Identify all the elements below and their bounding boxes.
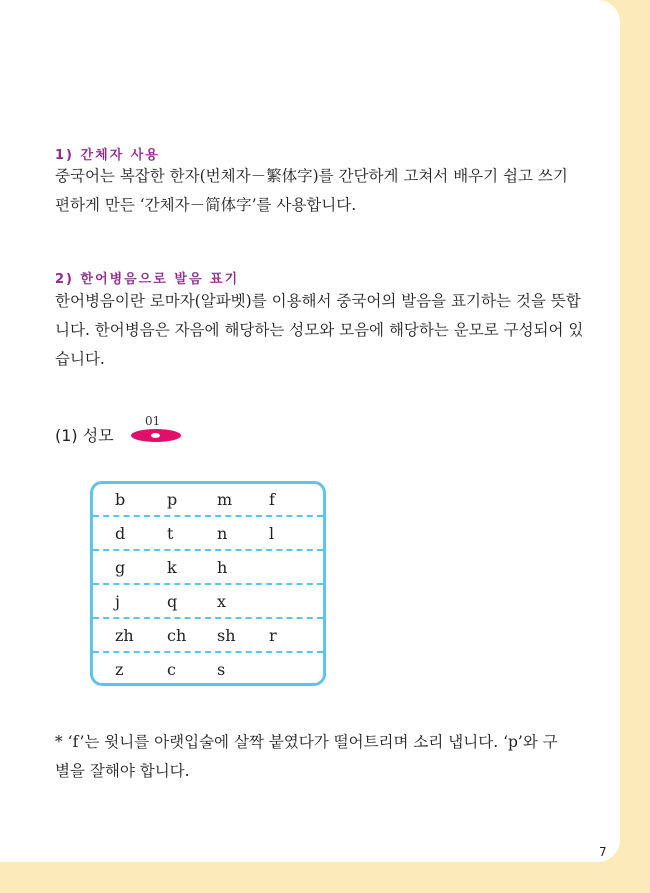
cd-hole xyxy=(151,433,160,438)
table-cell: p xyxy=(167,490,178,509)
table-cell: h xyxy=(217,558,228,577)
table-row xyxy=(93,654,323,688)
table-cell: l xyxy=(269,524,275,543)
table-cell: ch xyxy=(167,626,187,645)
note-line: 별을 잘해야 합니다. xyxy=(55,762,190,780)
row-divider xyxy=(93,515,323,517)
table-cell: z xyxy=(115,660,124,679)
table-row xyxy=(93,518,323,552)
paragraph-line: 중국어는 복잡한 한자(번체자－繁体字)를 간단하게 고쳐서 배우기 쉽고 쓰기 xyxy=(55,167,568,185)
table-row xyxy=(93,484,323,518)
table-cell: x xyxy=(217,592,227,611)
page-number: 7 xyxy=(599,845,607,859)
note-line: * ‘f’는 윗니를 아랫입술에 살짝 붙였다가 떨어트리며 소리 냅니다. ‘p’와 구 xyxy=(55,733,558,751)
row-divider xyxy=(93,583,323,585)
paragraph-line: 한어병음이란 로마자(알파벳)를 이용해서 중국어의 발음을 표기하는 것을 뜻합 xyxy=(55,292,581,310)
track-number: 01 xyxy=(145,414,161,428)
table-cell: t xyxy=(167,524,174,543)
table-cell: b xyxy=(115,490,126,509)
table-cell: r xyxy=(269,626,277,645)
paragraph-line: 편하게 만든 ‘간체자－简体字’를 사용합니다. xyxy=(55,196,357,214)
table-cell: s xyxy=(217,660,226,679)
section-heading-simplified-characters: 1) 간체자 사용 xyxy=(55,148,160,163)
table-cell: c xyxy=(167,660,176,679)
table-cell: d xyxy=(115,524,126,543)
row-divider xyxy=(93,617,323,619)
row-divider xyxy=(93,549,323,551)
paragraph-pinyin xyxy=(55,287,600,374)
table-row xyxy=(93,552,323,586)
table-cell: q xyxy=(167,592,178,611)
paragraph-line: 니다. 한어병음은 자음에 해당하는 성모와 모음에 해당하는 운모로 구성되어 있 xyxy=(55,321,584,339)
table-cell: k xyxy=(167,558,177,577)
paragraph-simplified-characters xyxy=(55,162,600,220)
table-cell: j xyxy=(115,592,120,611)
table-cell: g xyxy=(115,558,126,577)
audio-track-marker[interactable] xyxy=(131,414,181,444)
row-divider xyxy=(93,651,323,653)
table-row xyxy=(93,586,323,620)
paragraph-line: 습니다. xyxy=(55,350,105,368)
table-cell: m xyxy=(217,490,233,509)
table-cell: zh xyxy=(115,626,134,645)
table-cell: f xyxy=(269,490,275,509)
section-heading-pinyin: 2) 한어병음으로 발음 표기 xyxy=(55,272,240,287)
initials-table xyxy=(90,481,326,686)
initials-heading: (1) 성모 xyxy=(55,426,114,445)
table-cell: n xyxy=(217,524,228,543)
table-cell: sh xyxy=(217,626,236,645)
table-row xyxy=(93,620,323,654)
pronunciation-note xyxy=(55,728,600,786)
